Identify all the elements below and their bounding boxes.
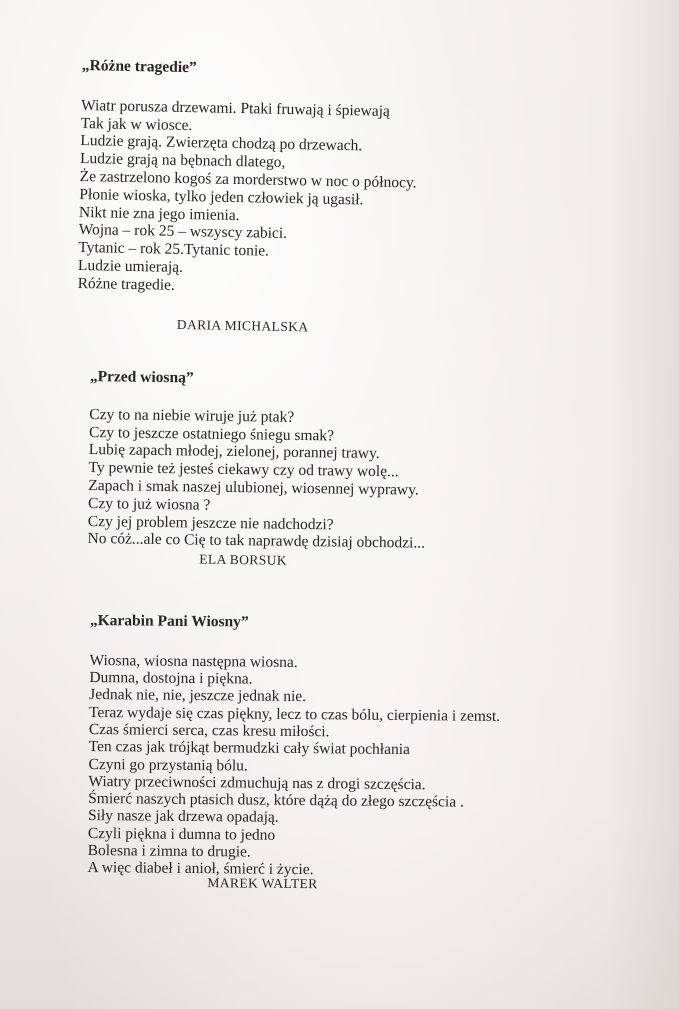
poem-line: Zapach i smak naszej ulubionej, wiosennej wyprawy. xyxy=(88,476,419,499)
poem-rozne-tragedie xyxy=(77,57,418,335)
poem-line: Ten czas jak trójkąt bermudzki cały świat pochłania xyxy=(88,738,411,759)
poem-line: A więc diabeł i anioł, śmierć i życie. xyxy=(87,859,314,879)
poem-line: Nikt nie zna jego imienia. xyxy=(78,203,240,224)
poem-line: Siły nasze jak drzewa opadają. xyxy=(87,807,279,827)
poem-line: Czas śmierci serca, czas kresu miłości. xyxy=(88,720,330,741)
poem-line: Czyni go przystanią bólu. xyxy=(88,755,248,775)
poem-line: Czyli piękna i dumna to jedno xyxy=(87,824,276,844)
poem-line: Teraz wydaje się czas piękny, lecz to czas bólu, cierpienia i zemst. xyxy=(88,703,501,725)
poem-line: Tak jak w wiosce. xyxy=(80,114,193,134)
poem-line: Wojna – rok 25 – wszyscy zabici. xyxy=(78,221,288,243)
poem-lines xyxy=(77,97,418,299)
poem-line: Czy to na niebie wiruje już ptak? xyxy=(89,405,295,426)
poem-line: Czy to już wiosna ? xyxy=(87,494,211,514)
poem-line: Śmierć naszych ptasich dusz, które dążą do złego szczęścia . xyxy=(88,790,464,811)
poem-author: MAREK WALTER xyxy=(207,875,318,892)
poem-line: Że zastrzelono kogoś za morderstwo w noc o północy. xyxy=(79,167,417,192)
poem-line: Ludzie grają. Zwierzęta chodzą po drzewach. xyxy=(80,132,363,155)
poem-line: Dumna, dostojna i piękna. xyxy=(89,669,253,688)
poem-title: „Przed wiosną” xyxy=(89,368,194,387)
poem-lines xyxy=(87,406,426,553)
poem-title: „Karabin Pani Wiosny” xyxy=(89,612,249,631)
poem-line: Czy to jeszcze ostatniego śniegu smak? xyxy=(88,423,335,445)
poem-line: Tytanic – rok 25.Tytanic tonie. xyxy=(78,239,270,260)
poem-line: Czy jej problem jeszcze nie nadchodzi? xyxy=(87,512,334,533)
poem-line: Jednak nie, nie, jeszcze jednak nie. xyxy=(89,686,307,706)
poem-line: Płonie wioska, tylko jeden człowiek ją ugasił. xyxy=(79,185,364,209)
poem-line: Różne tragedie. xyxy=(77,274,176,294)
poem-line: Lubię zapach młodej, zielonej, porannej trawy. xyxy=(88,441,380,463)
poem-przed-wiosna xyxy=(87,368,427,568)
poem-line: Bolesna i zimna to drugie. xyxy=(87,842,251,861)
poem-line: No cóż...ale co Cię to tak naprawdę dzisiaj obchodzi... xyxy=(87,530,426,553)
poem-karabin-pani-wiosny xyxy=(87,612,501,892)
poem-line: Ty pewnie też jesteś ciekawy czy od trawy wolę... xyxy=(88,459,399,481)
poem-title: „Różne tragedie” xyxy=(81,57,197,77)
poem-line: Wiosna, wiosna następna wiosna. xyxy=(89,651,298,671)
poem-author: ELA BORSUK xyxy=(199,551,288,568)
poem-line: Ludzie umierają. xyxy=(77,256,184,276)
poem-line: Wiatr porusza drzewami. Ptaki fruwają i śpiewają xyxy=(80,96,391,120)
poem-line: Wiatry przeciwności zdmuchują nas z drogi szczęścia. xyxy=(88,772,426,794)
poem-lines xyxy=(87,652,500,881)
poem-line: Ludzie grają na bębnach dlatego, xyxy=(79,150,286,172)
poem-author: DARIA MICHALSKA xyxy=(176,316,309,335)
